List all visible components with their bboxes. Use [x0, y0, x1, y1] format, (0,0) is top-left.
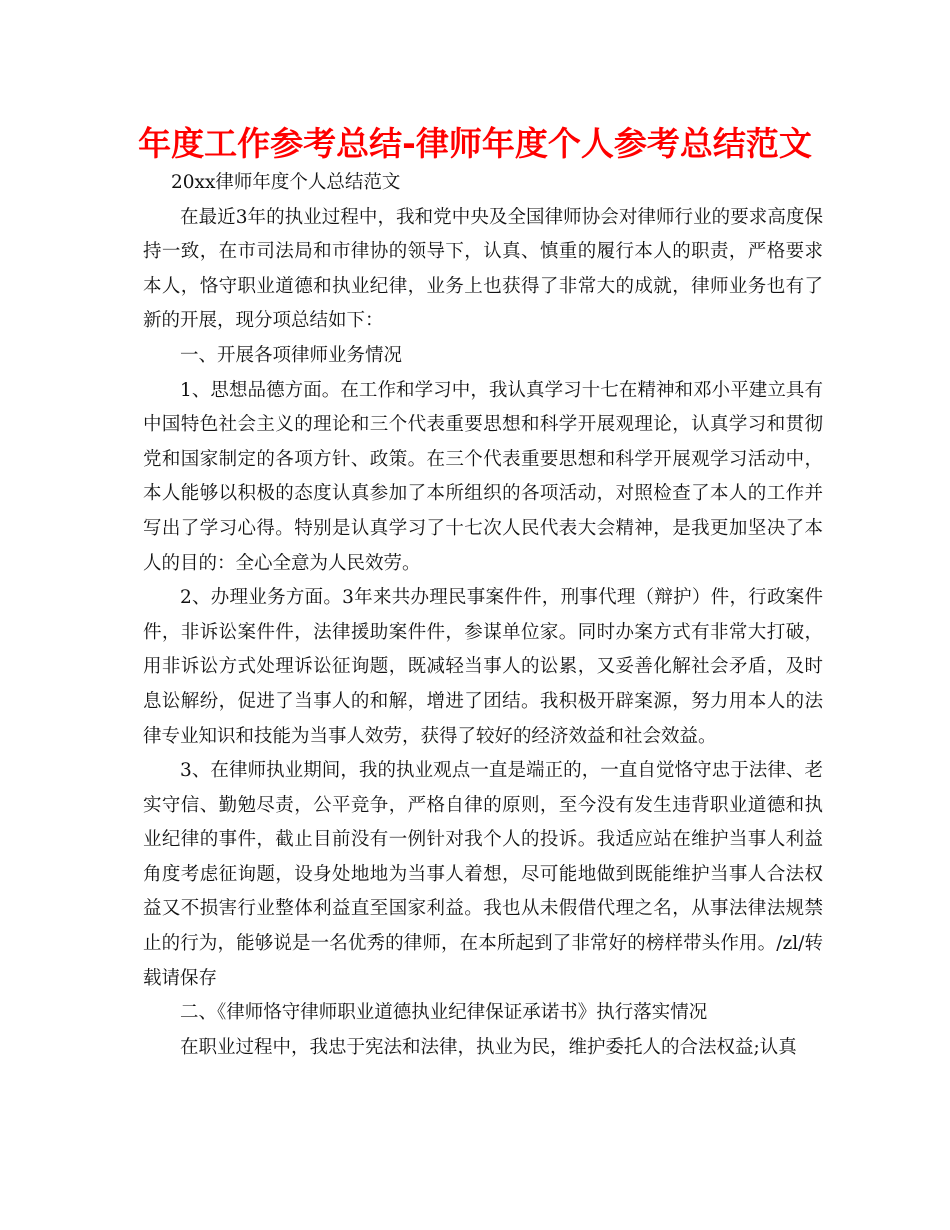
document-subtitle: 20xx律师年度个人总结范文	[171, 172, 401, 193]
paragraph-item-2: 2、办理业务方面。3年来共办理民事案件件，刑事代理（辩护）件，行政案件件，非诉讼案件件，法律援助案件件，参谋单位家。同时办案方式有非常大打破，用非诉讼方式处理诉讼征询题，既减轻当事人的讼累，又妥善化解社会矛盾，及时息讼解纷，促进了当事人的和解，增进了团结。我积极开辟案源，努力用本人的法律专业知识和技能为当事人效劳，获得了较好的经济效益和社会效益。	[143, 587, 823, 747]
section-heading-1: 一、开展各项律师业务情况	[180, 344, 403, 366]
paragraph-item-3: 3、在律师执业期间，我的执业观点一直是端正的，一直自觉恪守忠于法律、老实守信、勤勉尽责，公平竞争，严格自律的原则，至今没有发生违背职业道德和执业纪律的事件，截止目前没有一例针对我个人的投诉。我适应站在维护当事人利益角度考虑征询题，设身处地地为当事人着想，尽可能地做到既能维护当事人合法权益又不损害行业整体利益直至国家利益。我也从未假借代理之名，从事法律法规禁止的行为，能够说是一名优秀的律师，在本所起到了非常好的榜样带头作用。/zl/转载请保存	[143, 760, 823, 989]
paragraph-item-1: 1、思想品德方面。在工作和学习中，我认真学习十七在精神和邓小平建立具有中国特色社会主义的理论和三个代表重要思想和科学开展观理论，认真学习和贯彻党和国家制定的各项方针、政策。在三个代表重要思想和科学开展观学习活动中，本人能够以积极的态度认真参加了本所组织的各项活动，对照检查了本人的工作并写出了学习心得。特别是认真学习了十七次人民代表大会精神，是我更加坚决了本人的目的：全心全意为人民效劳。	[143, 379, 823, 574]
paragraph-section-2: 在职业过程中，我忠于宪法和法律，执业为民，维护委托人的合法权益;认真	[180, 1036, 797, 1058]
section-heading-2: 二、《律师恪守律师职业道德执业纪律保证承诺书》执行落实情况	[180, 1002, 708, 1024]
document-body	[143, 166, 823, 1065]
paragraph-intro: 在最近3年的执业过程中，我和党中央及全国律师协会对律师行业的要求高度保持一致，在市司法局和市律协的领导下，认真、慎重的履行本人的职责，严格要求本人，恪守职业道德和执业纪律，业务上也获得了非常大的成就，律师业务也有了新的开展，现分项总结如下：	[143, 206, 823, 332]
document-title: 年度工作参考总结-律师年度个人参考总结范文	[138, 124, 812, 163]
